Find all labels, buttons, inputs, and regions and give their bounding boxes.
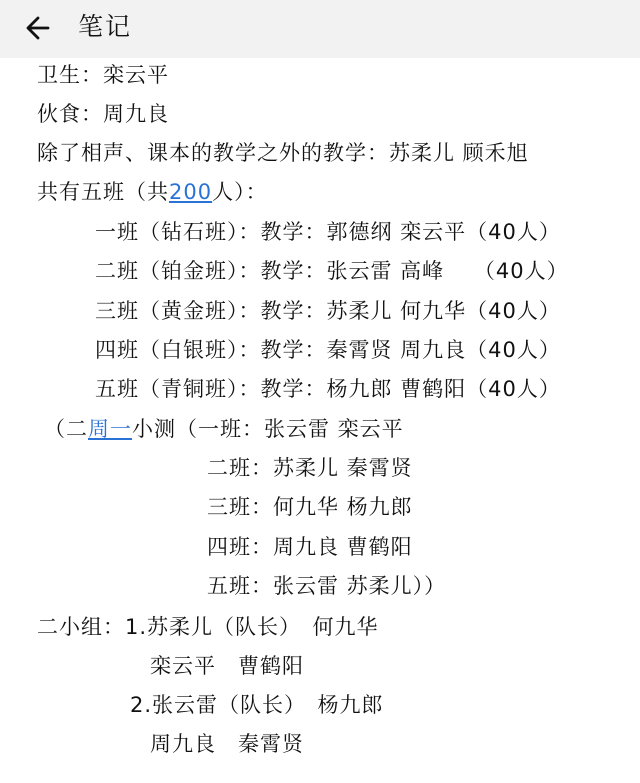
group-line-1: 二小组：1.苏柔儿（队长） 何九华 (37, 615, 379, 639)
monday-link[interactable]: 周一 (88, 417, 132, 441)
back-button[interactable] (22, 10, 58, 46)
quiz-line-1 (44, 416, 404, 442)
note-line-food: 伙食：周九良 (37, 102, 169, 126)
note-line-class-total (37, 179, 268, 205)
page-title: 笔记 (78, 12, 133, 41)
quiz-line-5: 五班：张云雷 苏柔儿）） (207, 574, 447, 598)
note-body[interactable] (0, 58, 640, 783)
class-total-suffix: 人）： (212, 180, 268, 204)
group-line-4: 周九良 秦霄贤 (150, 732, 304, 756)
quiz-prefix: （二 (44, 417, 88, 441)
quiz-line-3: 三班：何九华 杨九郎 (207, 495, 413, 519)
group-line-3: 2.张云雷（队长） 杨九郎 (130, 693, 384, 717)
note-line-teaching: 除了相声、课本的教学之外的教学：苏柔儿 顾禾旭 (37, 141, 529, 165)
quiz-line-4: 四班：周九良 曹鹤阳 (207, 535, 413, 559)
class-row-4: 四班（白银班）：教学：秦霄贤 周九良（40人） (95, 338, 561, 362)
arrow-left-icon (22, 10, 58, 46)
total-count-link[interactable]: 200 (169, 180, 213, 204)
class-total-prefix: 共有五班（共 (37, 180, 169, 204)
class-row-3: 三班（黄金班）：教学：苏柔儿 何九华（40人） (95, 299, 561, 323)
app-header (0, 0, 640, 58)
class-row-1: 一班（钻石班）：教学：郭德纲 栾云平（40人） (95, 220, 561, 244)
note-line-hygiene: 卫生：栾云平 (37, 63, 169, 87)
quiz-line-2: 二班：苏柔儿 秦霄贤 (207, 456, 413, 480)
quiz-class-1: 小测（一班：张云雷 栾云平 (132, 417, 404, 441)
class-row-2: 二班（铂金班）：教学：张云雷 高峰 （40人） (95, 259, 569, 283)
group-line-2: 栾云平 曹鹤阳 (150, 654, 304, 678)
class-row-5: 五班（青铜班）：教学：杨九郎 曹鹤阳（40人） (95, 377, 561, 401)
